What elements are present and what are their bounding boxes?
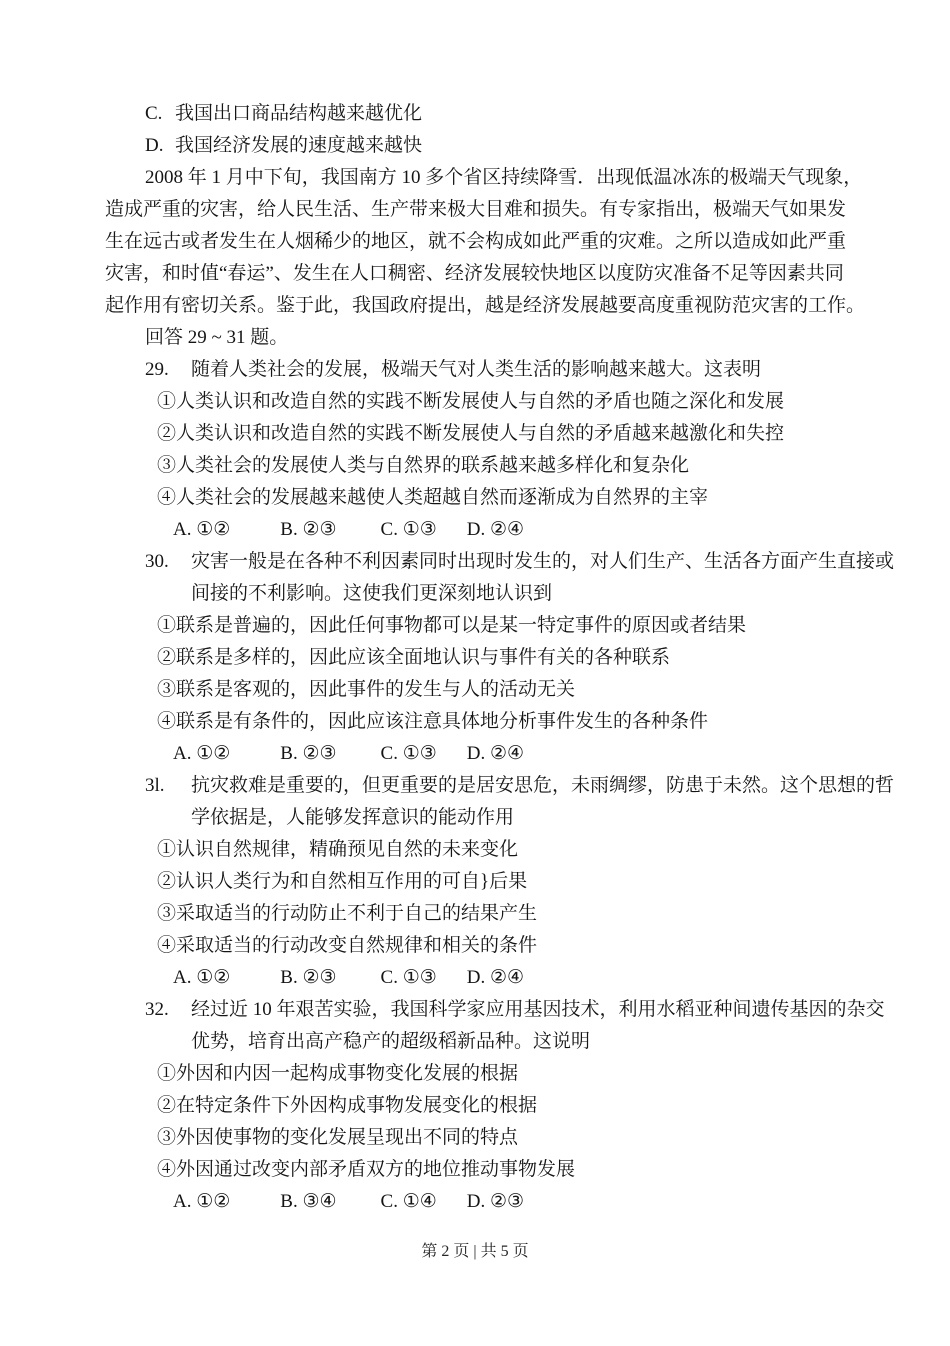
question-29-stem xyxy=(105,354,847,386)
stimulus-line: 生在远古或者发生在人烟稀少的地区，就不会构成如此严重的灾难。之所以造成如此严重 xyxy=(105,231,847,252)
question-32-number: 32. xyxy=(145,999,169,1020)
prior-option-c xyxy=(105,98,847,130)
prior-option-d-label: D. xyxy=(145,135,164,156)
stimulus-line: 造成严重的灾害，给人民生活、生产带来极大目难和损失。有专家指出，极端天气如果发 xyxy=(105,199,847,220)
question-31-item-3: ③采取适当的行动防止不利于自己的结果产生 xyxy=(157,903,538,924)
question-30-item-1: ①联系是普遍的，因此任何事物都可以是某一特定事件的原因或者结果 xyxy=(157,615,747,636)
page-number-text: 第 2 页 | 共 5 页 xyxy=(421,1243,529,1260)
question-32-stem xyxy=(105,994,885,1058)
choice-b: B. ②③ xyxy=(280,743,337,764)
question-32-item-3: ③外因使事物的变化发展呈现出不同的特点 xyxy=(157,1127,519,1148)
choice-b: B. ②③ xyxy=(280,967,337,988)
question-31-choices xyxy=(105,962,847,994)
choice-d: D. ②④ xyxy=(466,519,525,540)
choice-c: C. ①③ xyxy=(380,519,437,540)
stimulus-line: 灾害，和时值“春运”、发生在人口稠密、经济发展较快地区以度防灾准备不足等因素共同 xyxy=(105,263,844,284)
stimulus-line: 回答 29 ~ 31 题。 xyxy=(145,327,289,348)
question-30-item-3: ③联系是客观的，因此事件的发生与人的活动无关 xyxy=(157,679,576,700)
choice-a: A. ①② xyxy=(173,967,231,988)
question-30 xyxy=(105,546,895,770)
choice-a: A. ①② xyxy=(173,743,231,764)
question-31-item-4: ④采取适当的行动改变自然规律和相关的条件 xyxy=(157,935,538,956)
choice-c: C. ①③ xyxy=(380,743,437,764)
stem-line: 学依据是，人能够发挥意识的能动作用 xyxy=(191,807,515,828)
question-29-choices xyxy=(105,514,847,546)
question-32-item-2: ②在特定条件下外因构成事物发展变化的根据 xyxy=(157,1095,538,1116)
choice-c: C. ①④ xyxy=(380,1191,437,1212)
question-32 xyxy=(105,994,885,1218)
choice-d: D. ②③ xyxy=(466,1191,525,1212)
stem-line: 抗灾救难是重要的，但更重要的是居安思危，未雨绸缪，防患于未然。这个思想的哲 xyxy=(191,775,895,796)
question-30-number: 30. xyxy=(145,551,169,572)
question-29-item-1: ①人类认识和改造自然的实践不断发展使人与自然的矛盾也随之深化和发展 xyxy=(157,391,785,412)
prior-option-c-text: 我国出口商品结构越来越优化 xyxy=(175,103,423,124)
question-31-item-2: ②认识人类行为和自然相互作用的可自}后果 xyxy=(157,871,528,892)
stem-line: 间接的不利影响。这使我们更深刻地认识到 xyxy=(191,583,553,604)
stimulus-paragraph xyxy=(105,162,866,354)
question-32-item-4: ④外因通过改变内部矛盾双方的地位推动事物发展 xyxy=(157,1159,576,1180)
question-29-item-3: ③人类社会的发展使人类与自然界的联系越来越多样化和复杂化 xyxy=(157,455,690,476)
page-content xyxy=(105,98,895,1218)
stem-line: 随着人类社会的发展，极端天气对人类生活的影响越来越大。这表明 xyxy=(191,359,762,380)
question-30-item-2: ②联系是多样的，因此应该全面地认识与事件有关的各种联系 xyxy=(157,647,671,668)
prior-option-c-label: C. xyxy=(145,103,163,124)
question-31 xyxy=(105,770,895,994)
question-32-item-1: ①外因和内因一起构成事物变化发展的根据 xyxy=(157,1063,519,1084)
page-footer xyxy=(0,1240,950,1264)
question-30-stem xyxy=(105,546,895,610)
question-29-number: 29. xyxy=(145,359,169,380)
choice-d: D. ②④ xyxy=(466,967,525,988)
question-30-choices xyxy=(105,738,847,770)
choice-a: A. ①② xyxy=(173,1191,231,1212)
question-32-choices xyxy=(105,1186,847,1218)
question-31-item-1: ①认识自然规律，精确预见自然的未来变化 xyxy=(157,839,519,860)
stimulus-line: 2008 年 1 月中下旬，我国南方 10 多个省区持续降雪．出现低温冰冻的极端天气现象， xyxy=(145,167,863,188)
choice-d: D. ②④ xyxy=(466,743,525,764)
prior-option-d-text: 我国经济发展的速度越来越快 xyxy=(175,135,423,156)
question-29-item-4: ④人类社会的发展越来越使人类超越自然而逐渐成为自然界的主宰 xyxy=(157,487,709,508)
stem-line: 灾害一般是在各种不利因素同时出现时发生的，对人们生产、生活各方面产生直接或 xyxy=(191,551,895,572)
question-29 xyxy=(105,354,847,546)
question-30-item-4: ④联系是有条件的，因此应该注意具体地分析事件发生的各种条件 xyxy=(157,711,709,732)
question-29-item-2: ②人类认识和改造自然的实践不断发展使人与自然的矛盾越来越激化和失控 xyxy=(157,423,785,444)
prior-option-d xyxy=(105,130,847,162)
stimulus-line: 起作用有密切关系。鉴于此，我国政府提出，越是经济发展越要高度重视防范灾害的工作。 xyxy=(105,295,866,316)
choice-b: B. ③④ xyxy=(280,1191,337,1212)
question-31-stem xyxy=(105,770,895,834)
choice-b: B. ②③ xyxy=(280,519,337,540)
choice-a: A. ①② xyxy=(173,519,231,540)
stem-line: 经过近 10 年艰苦实验，我国科学家应用基因技术，利用水稻亚种间遗传基因的杂交 xyxy=(191,999,885,1020)
question-31-number: 3l. xyxy=(145,775,165,796)
stem-line: 优势，培育出高产稳产的超级稻新品种。这说明 xyxy=(191,1031,591,1052)
choice-c: C. ①③ xyxy=(380,967,437,988)
